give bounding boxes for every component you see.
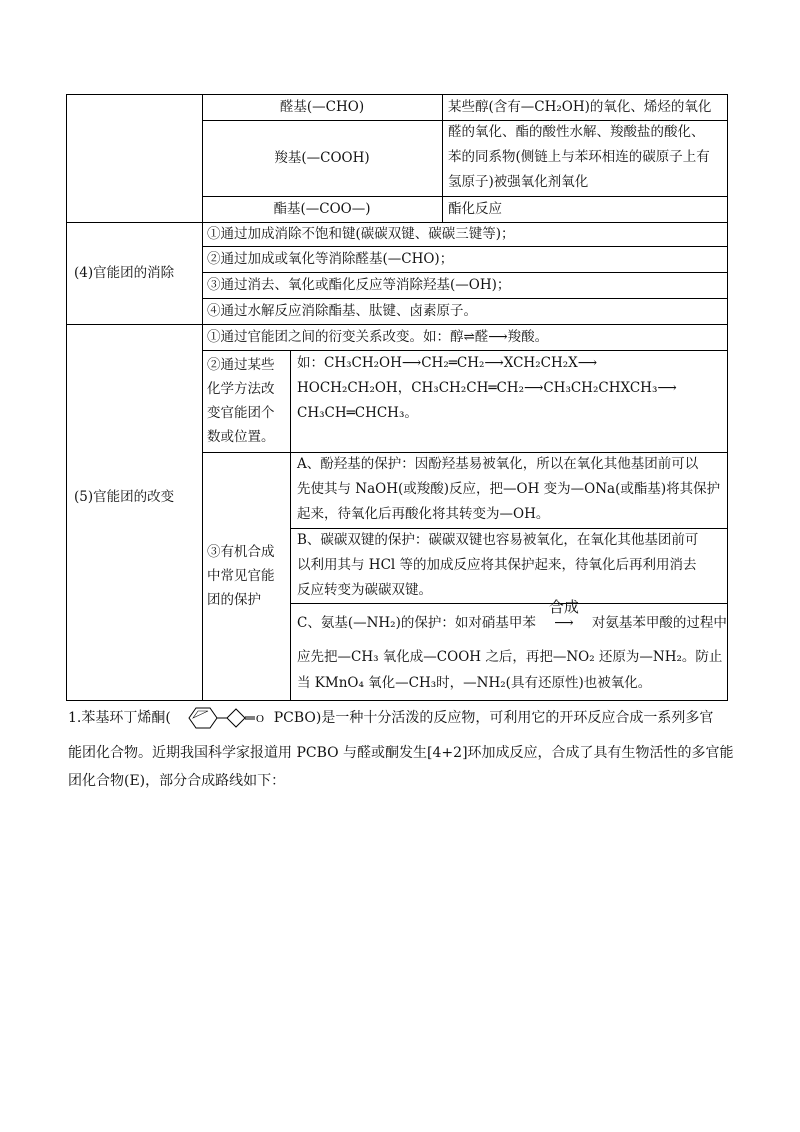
question-line1-post: PCBO)是一种十分活泼的反应物，可利用它的开环反应合成一系列多官	[273, 710, 714, 726]
carboxyl-method-line3: 氢原子)被强氧化剂氧化	[448, 174, 589, 190]
protect-c-pre: C、氨基(—NH₂)的保护：如对硝基甲苯	[297, 615, 536, 631]
section4-item-3: ③通过消去、氧化或酯化反应等消除羟基(—OH)；	[207, 277, 511, 293]
protect-b-line-1: B、碳碳双键的保护：碳碳双键也容易被氧化，在氧化其他基团前可	[297, 532, 699, 548]
ester-method: 酯化反应	[448, 201, 502, 217]
section5-item2-line-2: HOCH₂CH₂OH，CH₃CH₂CH═CH₂⟶CH₃CH₂CHXCH₃⟶	[297, 380, 677, 396]
ester-group-label: 酯基(—COO—)	[273, 201, 371, 217]
aldehyde-group-label: 醛基(—CHO)	[279, 99, 365, 115]
section5-item-1: ①通过官能团之间的衍变关系改变。如：醇⇌醛⟶羧酸。	[207, 329, 549, 345]
section5-item2-line-1: 如：CH₃CH₂OH⟶CH₂═CH₂⟶XCH₂CH₂X⟶	[297, 355, 598, 371]
section4-item-4: ④通过水解反应消除酯基、肽键、卤素原子。	[207, 303, 477, 319]
protect-b-line-2: 以利用其与 HCl 等的加成反应将其保护起来，待氧化后再利用消去	[297, 557, 697, 573]
synthesis-arrow-label: 合成	[548, 598, 579, 616]
pcbo-structure-icon	[175, 703, 269, 733]
svg-text:O: O	[256, 713, 265, 725]
carboxyl-method-line2: 苯的同系物(侧链上与苯环相连的碳原子上有	[448, 149, 710, 165]
arrow-right-icon: ⟶	[554, 615, 574, 631]
question-line-2: 能团化合物。近期我国科学家报道用 PCBO 与醛或酮发生[4+2]环加成反应，合成了具有生物活性的多官能	[68, 745, 734, 761]
section5-item3-label-1: ③有机合成	[207, 544, 275, 560]
section5-item2-label-4: 数或位置。	[207, 429, 275, 445]
section5-item2-label-3: 变官能团个	[207, 405, 275, 421]
section5-item3-label-2: 中常见官能	[207, 568, 275, 584]
carboxyl-method-line1: 醛的氧化、酯的酸性水解、羧酸盐的酸化、	[448, 124, 705, 140]
protect-c-line-1	[297, 598, 727, 635]
section5-item2-line-3: CH₃CH═CHCH₃。	[297, 405, 418, 421]
protect-a-line-3: 起来，待氧化后再酸化将其转变为—OH。	[297, 506, 550, 522]
protect-a-line-2: 先使其与 NaOH(或羧酸)反应，把—OH 变为—ONa(或酯基)将其保护	[297, 481, 721, 497]
section4-item-2: ②通过加成或氧化等消除醛基(—CHO)；	[207, 251, 454, 267]
section5-label: (5)官能团的改变	[74, 489, 175, 505]
synthesis-arrow	[536, 598, 592, 635]
question-line-1	[68, 703, 768, 733]
question-line1-pre: 1.苯基环丁烯酮(	[68, 710, 171, 726]
protect-b-line-3: 反应转变为碳碳双键。	[297, 582, 432, 598]
protect-a-line-1: A、酚羟基的保护：因酚羟基易被氧化，所以在氧化其他基团前可以	[297, 456, 699, 472]
protect-c-post: 对氨基苯甲酸的过程中	[591, 615, 727, 631]
section5-item2-label-2: 化学方法改	[207, 381, 275, 397]
section4-item-1: ①通过加成消除不饱和键(碳碳双键、碳碳三键等)；	[207, 226, 515, 242]
carboxyl-group-label: 羧基(—COOH)	[274, 150, 370, 166]
section5-item3-label-3: 团的保护	[207, 592, 261, 608]
aldehyde-method: 某些醇(含有—CH₂OH)的氧化、烯烃的氧化	[448, 99, 712, 115]
question-line-3: 团化合物(E)，部分合成路线如下：	[68, 773, 286, 789]
section4-label: (4)官能团的消除	[74, 265, 175, 281]
protect-c-line-3: 当 KMnO₄ 氧化—CH₃时，—NH₂(具有还原性)也被氧化。	[297, 675, 652, 691]
section5-item2-label-1: ②通过某些	[207, 357, 275, 373]
protect-c-line-2: 应先把—CH₃ 氧化成—COOH 之后，再把—NO₂ 还原为—NH₂。防止	[297, 649, 723, 665]
